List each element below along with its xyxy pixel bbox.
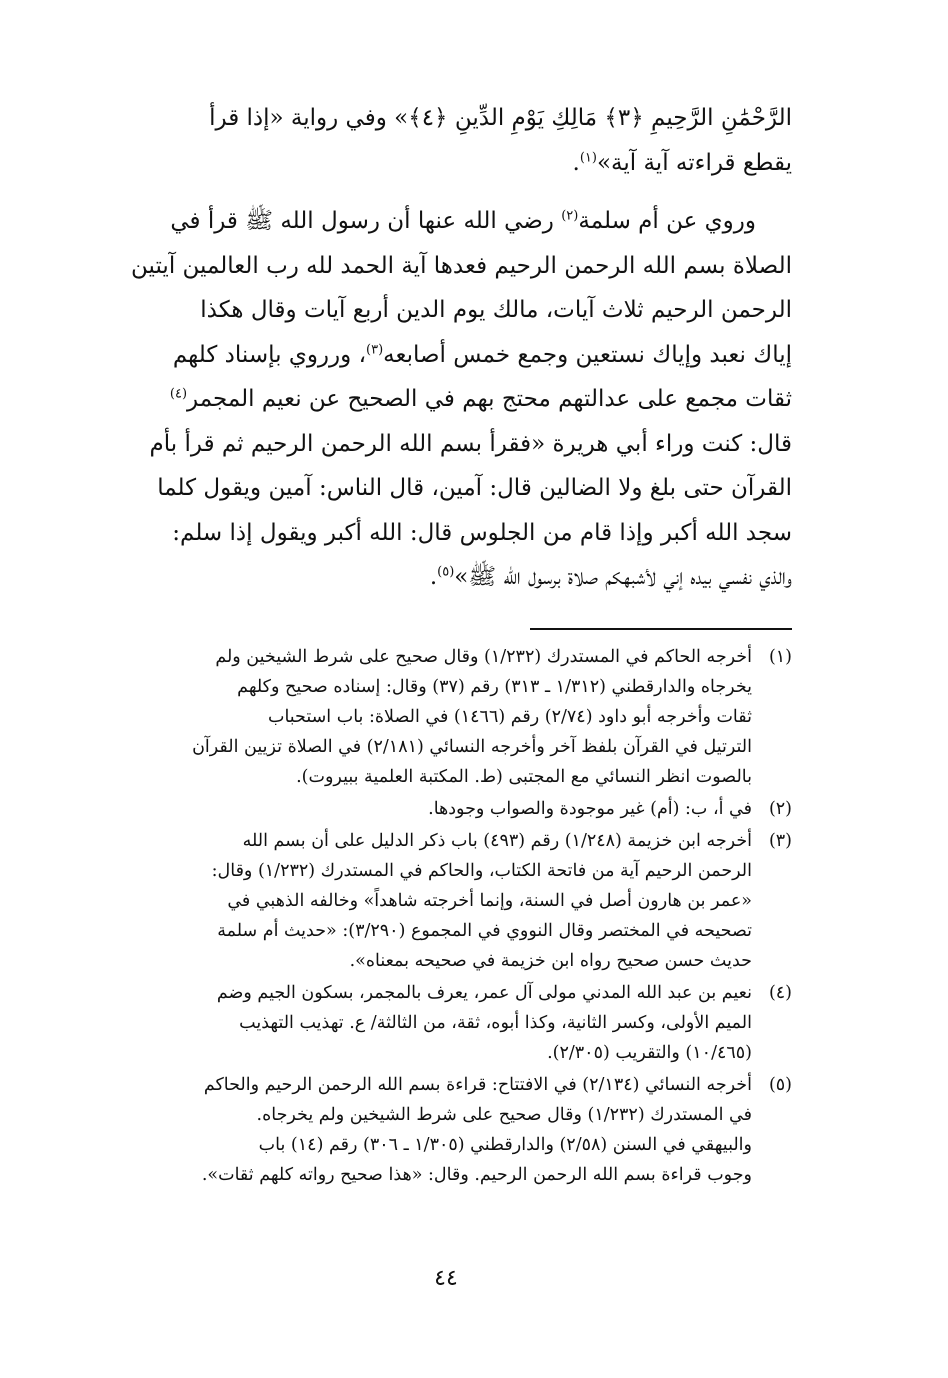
footnote-line: الميم الأولى، وكسر الثانية، وكذا أبوه، ثقة، من الثالثة/ ع. تهذيب التهذيب — [239, 1013, 752, 1033]
footnote-line: ثقات وأخرجه أبو داود (٢/٧٤) رقم (١٤٦٦) في الصلاة: باب استحباب — [267, 707, 752, 727]
text-line: الرحمن الرحيم ثلاث آيات، مالك يوم الدين أربع آيات وقال هكذا — [200, 297, 792, 323]
text-line: القرآن حتى بلغ ولا الضالين قال: آمين، قال الناس: آمين ويقول كلما — [157, 475, 792, 501]
footnote-3 — [100, 826, 792, 976]
footnote-ref[interactable]: (١) — [579, 149, 597, 165]
text-line: ثقات مجمع على عدالتهم محتج بهم في الصحيح عن نعيم المجمر — [187, 386, 792, 412]
footnote-line: نعيم بن عبد الله المدني مولى آل عمر، يعرف بالمجمر، بسكون الجيم وضم — [216, 983, 752, 1003]
footnote-line: أخرجه الحاكم في المستدرك (١/٢٣٢) وقال صحيح على شرط الشيخين ولم — [215, 647, 752, 667]
footnote-2 — [100, 794, 792, 824]
text-line: والذي نفسي بيده إني لأشبهكم صلاة برسول الله ﷺ» — [454, 564, 792, 590]
paragraph-2-continued — [100, 244, 792, 600]
footnote-text — [100, 794, 752, 824]
main-text — [100, 96, 792, 600]
footnote-line: حديث حسن صحيح رواه ابن خزيمة في صحيحه بمعناه». — [349, 951, 752, 971]
text-line: الصلاة بسم الله الرحمن الرحيم فعدها آية الحمد لله رب العالمين آيتين — [131, 252, 792, 279]
footnote-line: وجوب قراءة بسم الله الرحمن الرحيم. وقال: «هذا صحيح رواته كلهم ثقات». — [201, 1165, 752, 1185]
text-line: الرَّحْمَٰنِ الرَّحِيمِ ﴿٣﴾ مَالِكِ يَوْمِ الدِّينِ ﴿٤﴾» وفي رواية «إذا قرأ — [209, 105, 792, 131]
footnote-line: «عمر بن هارون أصل في السنة، وإنما أخرجته شاهداً» وخالفه الذهبي في — [227, 891, 752, 911]
footnote-line: أخرجه ابن خزيمة (١/٢٤٨) رقم (٤٩٣) باب ذكر الدليل على أن بسم الله — [242, 831, 752, 851]
footnote-4 — [100, 978, 792, 1068]
text-line: وروي عن أم سلمة — [578, 208, 756, 234]
book-page — [100, 96, 792, 1346]
footnote-number: (١) — [768, 647, 792, 667]
footnote-text — [100, 642, 752, 792]
footnote-text — [100, 826, 752, 976]
footnote-text — [100, 1070, 752, 1190]
punctuation: . — [429, 564, 438, 590]
footnote-1 — [100, 642, 792, 792]
footnote-divider — [530, 628, 792, 630]
footnote-ref[interactable]: (٣) — [366, 341, 384, 357]
footnote-number: (٥) — [768, 1075, 792, 1095]
footnote-line: تصحيحه في المختصر وقال النووي في المجموع (٣/٢٩٠): «حديث أم سلمة — [217, 921, 752, 941]
footnote-number: (٢) — [768, 799, 792, 819]
text-line: يقطع قراءته آية آية» — [596, 149, 792, 176]
footnote-number: (٣) — [768, 831, 792, 851]
text-line: سجد الله أكبر وإذا قام من الجلوس قال: الله أكبر ويقول إذا سلم: — [172, 519, 792, 546]
footnote-line: الرحمن الرحيم آية من فاتحة الكتاب، والحاكم في المستدرك (١/٢٣٢) وقال: — [211, 861, 752, 881]
footnote-line: والبيهقي في السنن (٢/٥٨) والدارقطني (١/٣٠٥ ـ ٣٠٦) رقم (١٤) باب — [258, 1135, 752, 1155]
footnote-5 — [100, 1070, 792, 1190]
footnote-line: بالصوت انظر النسائي مع المجتبى (ط. المكتبة العلمية ببيروت). — [296, 767, 752, 787]
footnote-line: (١٠/٤٦٥) والتقريب (٢/٣٠٥). — [547, 1043, 752, 1063]
paragraph-2 — [100, 199, 792, 244]
footnote-line: في المستدرك (١/٢٣٢) وقال صحيح على شرط الشيخين ولم يخرجاه. — [256, 1105, 752, 1125]
footnote-line: يخرجاه والدارقطني (١/٣١٢ ـ ٣١٣) رقم (٣٧) وقال: إسناده صحيح وكلهم — [237, 677, 752, 697]
footnote-ref[interactable]: (٢) — [561, 208, 579, 224]
text-line: قال: كنت وراء أبي هريرة «فقرأ بسم الله الرحمن الرحيم ثم قرأ بأم — [149, 430, 792, 457]
text-line: رضي الله عنها أن رسول الله ﷺ قرأ في — [170, 208, 562, 234]
text-line: ، ورروي بإسناد كلهم — [172, 341, 366, 368]
footnote-number: (٤) — [768, 983, 792, 1003]
text-line: إياك نعبد وإياك نستعين وجمع خمس أصابعه — [383, 341, 792, 368]
footnote-ref[interactable]: (٥) — [437, 564, 455, 580]
page-number: ٤٤ — [434, 1266, 458, 1291]
footnote-ref[interactable]: (٤) — [169, 386, 188, 402]
punctuation: . — [572, 149, 580, 176]
footnote-line: في أ، ب: (أم) غير موجودة والصواب وجودها. — [428, 799, 752, 819]
footnote-line: أخرجه النسائي (٢/١٣٤) في الافتتاح: قراءة بسم الله الرحمن الرحيم والحاكم — [203, 1075, 752, 1095]
footnote-text — [100, 978, 752, 1068]
paragraph-1 — [100, 96, 792, 185]
footnote-line: الترتيل في القرآن بلفظ آخر وأخرجه النسائي (٢/١٨١) في الصلاة تزيين القرآن — [192, 737, 752, 757]
footnotes-section — [100, 642, 792, 1192]
